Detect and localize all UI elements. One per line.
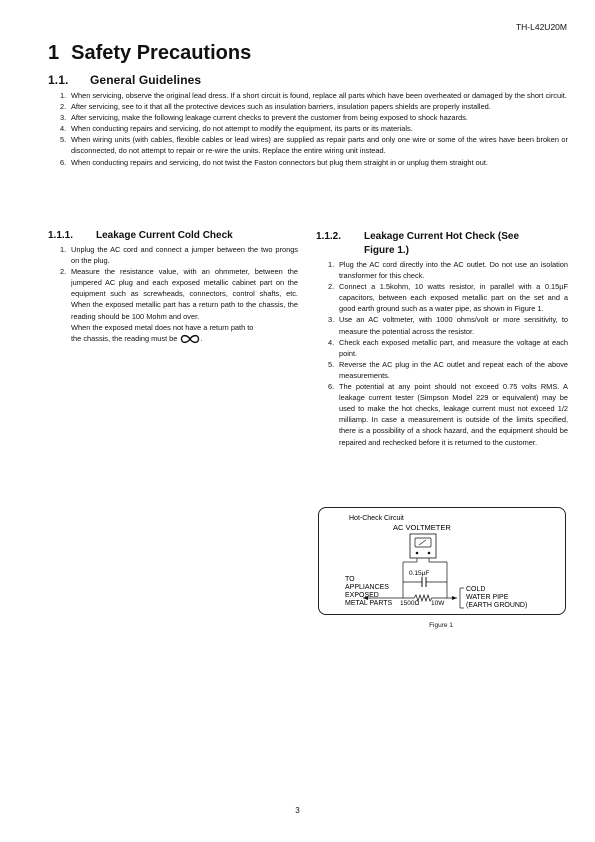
list-item bbox=[328, 359, 568, 381]
item-number: 5. bbox=[60, 135, 67, 145]
subsection-title-line1: Leakage Current Hot Check (See bbox=[364, 231, 520, 242]
item-number: 3. bbox=[60, 113, 67, 123]
item-number: 5. bbox=[328, 359, 335, 369]
cold-check-list bbox=[60, 244, 298, 322]
item-number: 2. bbox=[328, 282, 335, 292]
circuit-diagram bbox=[319, 508, 565, 614]
item-text: When servicing, observe the original lead dress. If a short circuit is found, replace all parts which have been overheated or damaged by the short circuit. bbox=[71, 91, 567, 100]
item-number: 3. bbox=[328, 315, 335, 325]
section-number: 1 bbox=[48, 42, 60, 64]
ground-label: WATER PIPE bbox=[466, 594, 509, 601]
item-text: Measure the resistance value, with an ohmmeter, between the jumpered AC plug and each exposed metallic cabinet part on the equipment such as screwheads, connectors, control shafts, etc. When the exposed metallic part has a return path to the chassis, the reading should be 100 Mohm and over. bbox=[71, 267, 298, 321]
terminal-icon bbox=[416, 552, 419, 555]
list-item bbox=[60, 101, 568, 112]
list-item bbox=[328, 381, 568, 448]
list-item bbox=[60, 157, 568, 168]
list-item bbox=[60, 266, 298, 321]
hot-check-list bbox=[328, 259, 568, 448]
cold-check-section bbox=[60, 244, 298, 344]
item-number: 1. bbox=[328, 260, 335, 269]
list-item bbox=[60, 244, 298, 266]
item-text: Unplug the AC cord and connect a jumper between the two prongs on the plug. bbox=[71, 245, 298, 266]
item-number: 6. bbox=[60, 157, 67, 167]
model-number: TH-L42U20M bbox=[515, 22, 567, 32]
ground-label: (EARTH GROUND) bbox=[466, 602, 528, 609]
item-number: 1. bbox=[60, 91, 67, 100]
infinity-symbol bbox=[180, 333, 203, 344]
subsection-number: 1.1.2. bbox=[316, 231, 342, 242]
item-number: 4. bbox=[328, 337, 335, 347]
subsection-number: 1.1. bbox=[48, 73, 69, 87]
list-item bbox=[328, 281, 568, 314]
item-text: When wiring units (with cables, flexible cables or lead wires) are supplied as repair parts and only one wire or some of the wires have been broken or disconnected, do not attempt to repair or re-wire the units. Replace the entire wiring unit instead. bbox=[71, 135, 568, 156]
hot-check-circuit-figure bbox=[318, 507, 566, 615]
list-item bbox=[60, 112, 568, 123]
cold-check-note bbox=[60, 322, 298, 344]
figure-title: Hot-Check Circuit bbox=[349, 515, 404, 522]
terminal-icon bbox=[428, 552, 431, 555]
item-text: After servicing, make the following leakage current checks to prevent the customer from being exposed to shock hazards. bbox=[71, 113, 468, 123]
list-item bbox=[60, 123, 568, 134]
item-text: When conducting repairs and servicing, do not twist the Faston connectors but plug them straight in or unplug them straight out. bbox=[71, 157, 488, 167]
resistor-label: 1500Ω bbox=[400, 600, 420, 607]
list-item bbox=[328, 337, 568, 359]
item-text: The potential at any point should not exceed 0.75 volts RMS. A leakage current tester (Simpson Model 229 or equivalent) may be used to make the hot checks, leakage current must not exceed 1/2 milliamp. In case a measurement is outside of the limits specified, there is a possibility of a shock hazard, and the equipment should be repaired and rechecked before it is returned to the customer. bbox=[339, 382, 568, 447]
item-number: 4. bbox=[60, 124, 67, 134]
item-number: 2. bbox=[60, 267, 67, 277]
page-title bbox=[48, 42, 251, 65]
list-item bbox=[328, 314, 568, 336]
hot-check-heading bbox=[316, 230, 568, 258]
appliance-label: EXPOSED bbox=[345, 592, 379, 599]
item-number: 6. bbox=[328, 382, 335, 392]
appliance-label: METAL PARTS bbox=[345, 600, 393, 607]
subsection-title: General Guidelines bbox=[90, 73, 202, 87]
arrow-right-icon bbox=[452, 596, 457, 600]
list-item bbox=[60, 134, 568, 156]
item-text: Connect a 1.5kohm, 10 watts resistor, in parallel with a 0.15µF capacitors, between each exposed metallic part on the set and a good earth ground such as a water pipe, as shown in Figure 1. bbox=[339, 282, 568, 314]
item-text: Use an AC voltmeter, with 1000 ohms/volt or more sensitivity, to measure the potential across the resistor. bbox=[339, 315, 568, 336]
appliance-label: TO bbox=[345, 576, 355, 583]
item-text: Reverse the AC plug in the AC outlet and repeat each of the above measurements. bbox=[339, 359, 568, 380]
item-number: 2. bbox=[60, 102, 67, 112]
list-item bbox=[60, 90, 568, 101]
subsection-title: Leakage Current Cold Check bbox=[96, 230, 233, 241]
note-line: the chassis, the reading must be bbox=[71, 333, 178, 343]
hot-check-section bbox=[328, 259, 568, 448]
subsection-number: 1.1.1. bbox=[48, 230, 74, 241]
note-end: . bbox=[200, 333, 203, 343]
capacitor-label: 0.15µF bbox=[409, 570, 430, 577]
note-line: When the exposed metal does not have a return path to bbox=[71, 322, 254, 332]
voltmeter-label: AC VOLTMETER bbox=[393, 523, 451, 532]
appliance-label: APPLIANCES bbox=[345, 584, 389, 591]
list-item bbox=[328, 259, 568, 281]
page-number: 3 bbox=[295, 806, 300, 815]
general-guidelines-heading bbox=[48, 73, 201, 87]
section-title: Safety Precautions bbox=[71, 42, 252, 64]
item-text: When conducting repairs and servicing, do not attempt to modify the equipment, its parts or its materials. bbox=[71, 124, 413, 134]
ground-label: COLD bbox=[466, 586, 486, 593]
item-text: Check each exposed metallic part, and measure the voltage at each point. bbox=[339, 337, 568, 358]
general-guidelines-list bbox=[60, 90, 568, 168]
subsection-title-line2: Figure 1.) bbox=[364, 245, 410, 256]
figure-caption: Figure 1 bbox=[429, 622, 453, 629]
item-text: After servicing, see to it that all the protective devices such as insulation barriers, insulation papers shields are properly installed. bbox=[71, 102, 491, 112]
wattage-label: 10W bbox=[431, 600, 445, 607]
item-number: 1. bbox=[60, 245, 67, 254]
item-text: Plug the AC cord directly into the AC outlet. Do not use an isolation transformer for this check. bbox=[339, 260, 568, 281]
cold-check-heading bbox=[48, 230, 300, 241]
